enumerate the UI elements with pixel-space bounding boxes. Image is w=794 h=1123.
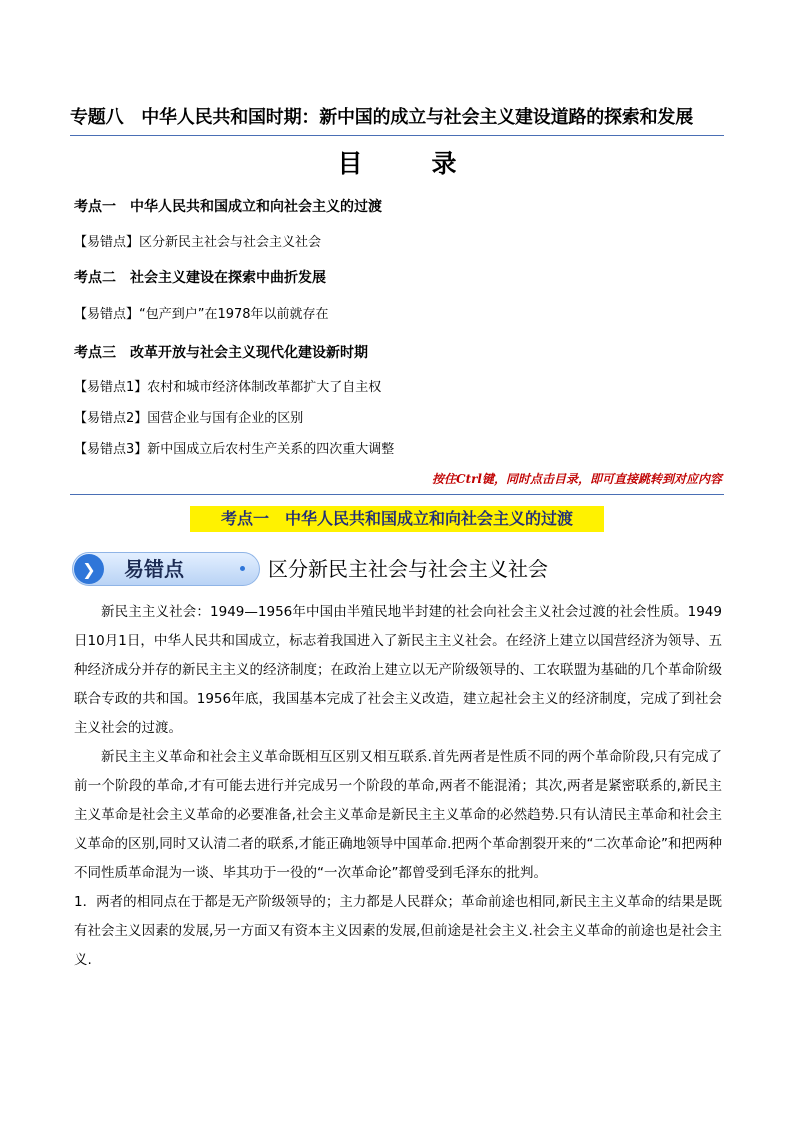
body-paragraph: 1．两者的相同点在于都是无产阶级领导的；主力都是人民群众；革命前途也相同,新民主主义革命的结果是既有社会主义因素的发展,另一方面又有资本主义因素的发展,但前途是社会主义.社会主义革命的前途也是社会主义. xyxy=(74,894,722,968)
header-divider xyxy=(70,135,724,136)
toc-link-chapter-3[interactable]: 考点三 改革开放与社会主义现代化建设新时期 xyxy=(74,345,368,361)
section-divider xyxy=(70,494,724,495)
section-heading: 考点一 中华人民共和国成立和向社会主义的过渡 xyxy=(190,506,604,532)
dot-icon xyxy=(240,566,245,571)
document-header-title: 专题八 中华人民共和国时期：新中国的成立与社会主义建设道路的探索和发展 xyxy=(70,107,693,128)
toc-link-item-1[interactable]: 【易错点】区分新民主社会与社会主义社会 xyxy=(74,235,322,250)
body-text xyxy=(74,598,722,975)
body-paragraph: 新民主主义社会：1949—1956年中国由半殖民地半封建的社会向社会主义社会过渡的社会性质。1949日10月1日，中华人民共和国成立，标志着我国进入了新民主主义社会。在经济上建立以国营经济为领导、五种经济成分并存的新民主主义的经济制度；在政治上建立以无产阶级领导的、工农联盟为基础的几个革命阶级联合专政的共和国。1956年底，我国基本完成了社会主义改造，建立起社会主义的经济制度，完成了到社会主义社会的过渡。 xyxy=(74,604,722,736)
chevron-right-icon: ❯ xyxy=(74,554,104,584)
toc-link-item-2[interactable]: 【易错点】“包产到户”在1978年以前就存在 xyxy=(74,307,329,322)
badge-label: 易错点 xyxy=(124,557,184,581)
toc-link-item-4[interactable]: 【易错点2】国营企业与国有企业的区别 xyxy=(74,411,304,426)
body-paragraph: 新民主主义革命和社会主义革命既相互区别又相互联系.首先两者是性质不同的两个革命阶段,只有完成了前一个阶段的革命,才有可能去进行并完成另一个阶段的革命,两者不能混淆；其次,两者是紧密联系的,新民主主义革命是社会主义革命的必要准备,社会主义革命是新民主主义革命的必然趋势.只有认清民主革命和社会主义革命的区别,同时又认清二者的联系,才能正确地领导中国革命.把两个革命割裂开来的“二次革命论”和把两种不同性质革命混为一谈、毕其功于一役的“一次革命论”都曾受到毛泽东的批判。 xyxy=(74,749,722,881)
toc-link-item-5[interactable]: 【易错点3】新中国成立后农村生产关系的四次重大调整 xyxy=(74,442,395,457)
error-point-badge xyxy=(72,552,260,586)
toc-title: 目 录 xyxy=(337,149,479,178)
toc-link-chapter-1[interactable]: 考点一 中华人民共和国成立和向社会主义的过渡 xyxy=(74,199,382,215)
error-point-title: 区分新民主社会与社会主义社会 xyxy=(268,557,548,581)
toc-navigation-note: 按住Ctrl键，同时点击目录，即可直接跳转到对应内容 xyxy=(432,472,722,486)
toc-link-chapter-2[interactable]: 考点二 社会主义建设在探索中曲折发展 xyxy=(74,270,326,286)
toc-link-item-3[interactable]: 【易错点1】农村和城市经济体制改革都扩大了自主权 xyxy=(74,380,382,395)
